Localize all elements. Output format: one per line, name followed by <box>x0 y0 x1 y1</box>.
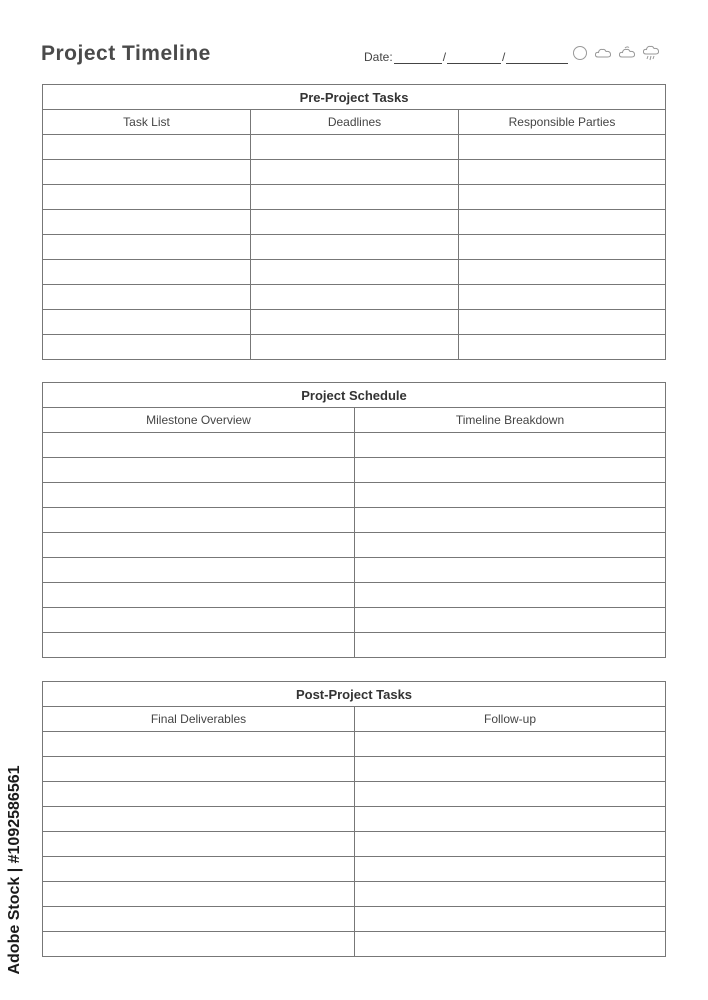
schedule-table <box>42 382 666 658</box>
blank-row <box>43 508 666 533</box>
blank-row <box>43 210 666 235</box>
blank-cell[interactable] <box>43 558 355 583</box>
schedule-body <box>43 383 666 658</box>
column-header-row <box>43 110 666 135</box>
pre-project-body <box>43 85 666 360</box>
blank-cell[interactable] <box>43 285 251 310</box>
blank-cell[interactable] <box>43 533 355 558</box>
blank-cell[interactable] <box>43 832 355 857</box>
blank-cell[interactable] <box>43 508 355 533</box>
blank-row <box>43 782 666 807</box>
blank-row <box>43 135 666 160</box>
column-header-row <box>43 408 666 433</box>
date-separator: / <box>502 50 506 64</box>
blank-cell[interactable] <box>43 335 251 360</box>
blank-cell[interactable] <box>43 583 355 608</box>
blank-row <box>43 807 666 832</box>
pre-project-table <box>42 84 666 360</box>
blank-cell[interactable] <box>43 458 355 483</box>
blank-cell[interactable] <box>43 483 355 508</box>
blank-cell[interactable] <box>459 285 666 310</box>
blank-row <box>43 857 666 882</box>
date-label: Date: <box>364 50 393 64</box>
blank-row <box>43 433 666 458</box>
blank-row <box>43 558 666 583</box>
blank-cell[interactable] <box>355 458 666 483</box>
section-title-row <box>43 85 666 110</box>
blank-row <box>43 185 666 210</box>
column-header-deadlines: Deadlines <box>251 110 459 135</box>
blank-cell[interactable] <box>43 807 355 832</box>
blank-row <box>43 583 666 608</box>
blank-cell[interactable] <box>251 160 459 185</box>
date-day-line[interactable] <box>394 51 442 64</box>
blank-row <box>43 483 666 508</box>
blank-row <box>43 907 666 932</box>
blank-cell[interactable] <box>43 857 355 882</box>
blank-cell[interactable] <box>459 210 666 235</box>
blank-cell[interactable] <box>459 260 666 285</box>
blank-row <box>43 732 666 757</box>
blank-row <box>43 882 666 907</box>
section-title: Pre-Project Tasks <box>43 85 666 110</box>
blank-cell[interactable] <box>459 235 666 260</box>
column-header-row <box>43 707 666 732</box>
blank-cell[interactable] <box>251 185 459 210</box>
blank-cell[interactable] <box>43 932 355 957</box>
date-separator: / <box>442 50 447 64</box>
blank-cell[interactable] <box>355 483 666 508</box>
sun-icon[interactable] <box>572 45 588 61</box>
blank-cell[interactable] <box>355 533 666 558</box>
blank-cell[interactable] <box>459 185 666 210</box>
watermark-text: Adobe Stock | #1092586561 <box>6 765 23 975</box>
blank-cell[interactable] <box>43 633 355 658</box>
blank-cell[interactable] <box>43 433 355 458</box>
blank-cell[interactable] <box>459 160 666 185</box>
blank-cell[interactable] <box>43 608 355 633</box>
blank-row <box>43 832 666 857</box>
blank-cell[interactable] <box>355 932 666 957</box>
blank-cell[interactable] <box>251 310 459 335</box>
blank-cell[interactable] <box>355 608 666 633</box>
cloudy-icon[interactable] <box>618 45 636 61</box>
post-project-body <box>43 682 666 957</box>
blank-cell[interactable] <box>355 907 666 932</box>
blank-cell[interactable] <box>43 160 251 185</box>
blank-cell[interactable] <box>251 235 459 260</box>
date-field <box>364 50 568 64</box>
blank-cell[interactable] <box>355 433 666 458</box>
blank-row <box>43 235 666 260</box>
column-header-milestone-overview: Milestone Overview <box>43 408 355 433</box>
column-header-follow-up: Follow-up <box>355 707 666 732</box>
blank-row <box>43 335 666 360</box>
blank-row <box>43 757 666 782</box>
blank-cell[interactable] <box>459 135 666 160</box>
column-header-task-list: Task List <box>43 110 251 135</box>
blank-cell[interactable] <box>251 135 459 160</box>
blank-cell[interactable] <box>251 260 459 285</box>
blank-cell[interactable] <box>251 285 459 310</box>
blank-row <box>43 633 666 658</box>
blank-cell[interactable] <box>251 335 459 360</box>
date-month-line[interactable] <box>447 51 501 64</box>
blank-cell[interactable] <box>43 135 251 160</box>
blank-row <box>43 932 666 957</box>
blank-cell[interactable] <box>43 310 251 335</box>
section-title: Project Schedule <box>43 383 666 408</box>
blank-cell[interactable] <box>43 260 251 285</box>
blank-cell[interactable] <box>43 907 355 932</box>
blank-row <box>43 310 666 335</box>
blank-cell[interactable] <box>355 508 666 533</box>
blank-cell[interactable] <box>355 857 666 882</box>
blank-cell[interactable] <box>43 210 251 235</box>
blank-row <box>43 285 666 310</box>
blank-cell[interactable] <box>355 832 666 857</box>
date-year-line[interactable] <box>506 51 568 64</box>
blank-row <box>43 260 666 285</box>
weather-icons <box>572 44 660 62</box>
blank-cell[interactable] <box>355 583 666 608</box>
blank-cell[interactable] <box>355 782 666 807</box>
blank-cell[interactable] <box>459 335 666 360</box>
blank-cell[interactable] <box>43 185 251 210</box>
column-header-final-deliverables: Final Deliverables <box>43 707 355 732</box>
blank-cell[interactable] <box>355 882 666 907</box>
page-title: Project Timeline <box>41 42 211 65</box>
blank-cell[interactable] <box>459 310 666 335</box>
blank-cell[interactable] <box>355 633 666 658</box>
blank-row <box>43 160 666 185</box>
column-header-timeline-breakdown: Timeline Breakdown <box>355 408 666 433</box>
section-title-row <box>43 383 666 408</box>
blank-cell[interactable] <box>43 882 355 907</box>
blank-cell[interactable] <box>43 732 355 757</box>
blank-cell[interactable] <box>43 782 355 807</box>
blank-cell[interactable] <box>251 210 459 235</box>
stock-watermark <box>3 755 27 985</box>
blank-cell[interactable] <box>355 732 666 757</box>
blank-row <box>43 533 666 558</box>
section-title: Post-Project Tasks <box>43 682 666 707</box>
cloud-icon[interactable] <box>594 46 612 60</box>
blank-cell[interactable] <box>355 807 666 832</box>
rain-icon[interactable] <box>642 44 660 62</box>
blank-row <box>43 608 666 633</box>
blank-cell[interactable] <box>355 757 666 782</box>
blank-cell[interactable] <box>43 757 355 782</box>
blank-row <box>43 458 666 483</box>
blank-cell[interactable] <box>43 235 251 260</box>
post-project-table <box>42 681 666 957</box>
section-title-row <box>43 682 666 707</box>
column-header-responsible-parties: Responsible Parties <box>459 110 666 135</box>
blank-cell[interactable] <box>355 558 666 583</box>
